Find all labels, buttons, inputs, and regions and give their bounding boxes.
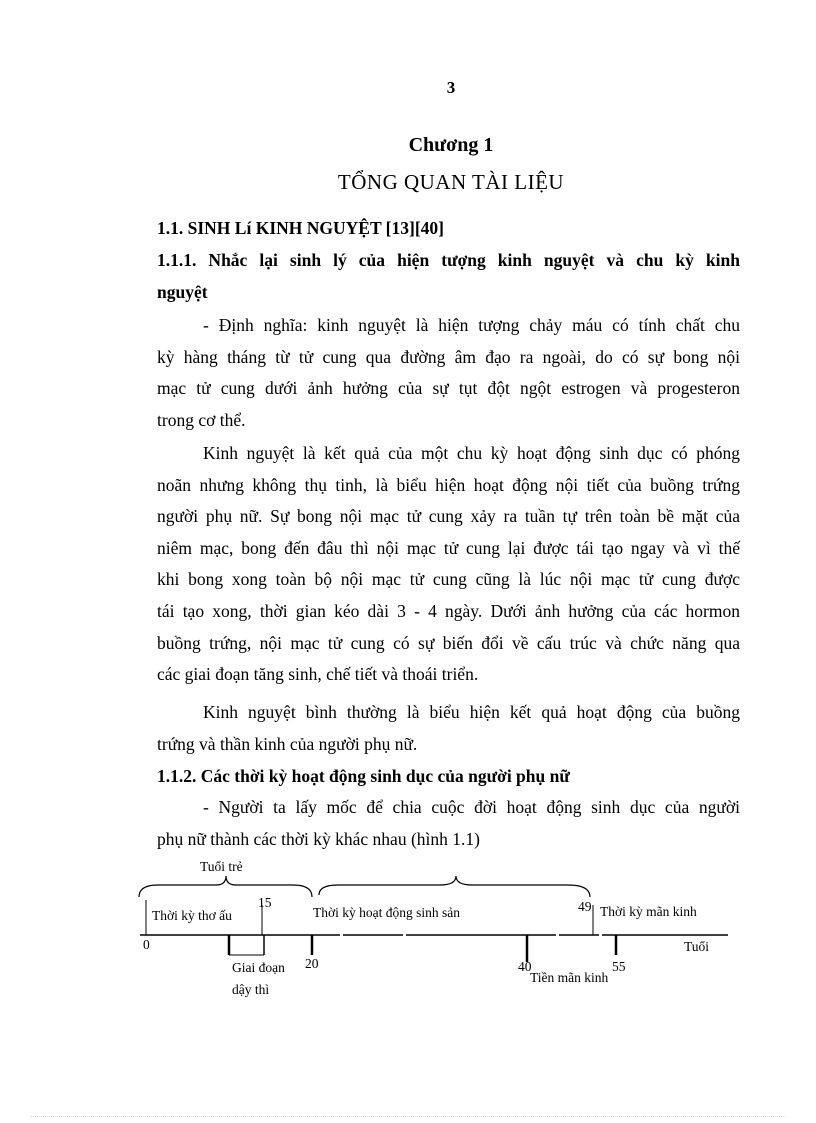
paragraph-line: trong cơ thể. — [157, 409, 246, 430]
paragraph-2 — [157, 438, 740, 691]
puberty-label: Giai đoạn — [232, 960, 285, 975]
tick-label-20: 20 — [305, 956, 319, 971]
tick-label-55: 55 — [612, 959, 626, 974]
paragraph-line: tái tạo xong, thời gian kéo dài 3 - 4 ngày. Dưới ảnh hưởng của các hormon — [157, 600, 740, 621]
tick-label-49: 49 — [578, 899, 592, 914]
menopause-label: Thời kỳ mãn kinh — [600, 904, 697, 919]
section-1-1-2-heading: 1.1.2. Các thời kỳ hoạt động sinh dục của người phụ nữ — [157, 766, 570, 786]
paragraph-line: buồng trứng, nội mạc tử cung có sự biến đổi về cấu trúc và chức năng qua — [157, 632, 740, 653]
childhood-label: Thời kỳ thơ ấu — [152, 908, 232, 923]
youth-label: Tuổi trẻ — [200, 859, 243, 874]
youth-brace — [139, 876, 312, 897]
paragraph-line: - Định nghĩa: kinh nguyệt là hiện tượng chảy máu có tính chất chu — [203, 315, 740, 335]
paragraph-line: kỳ hàng tháng từ tử cung qua đường âm đạo ra ngoài, do có sự bong nội — [157, 346, 740, 367]
paragraph-line: khi bong xong toàn bộ nội mạc tử cung cũng là lúc nội mạc tử cung được — [157, 569, 740, 590]
chapter-label: Chương 1 — [408, 134, 494, 156]
paragraph-line: trứng và thần kinh của người phụ nữ. — [157, 733, 418, 754]
section-1-1-1-heading — [157, 245, 740, 308]
paragraph-line: phụ nữ thành các thời kỳ khác nhau (hình 1.1) — [157, 828, 480, 849]
axis-label: Tuổi — [684, 939, 710, 954]
puberty-label: dậy thì — [232, 982, 270, 997]
paragraph-line: niêm mạc, bong đến đâu thì nội mạc tử cung lại được tái tạo ngay và vì thế — [157, 537, 740, 558]
paragraph-line: noãn nhưng không thụ tinh, là biểu hiện hoạt động nội tiết của buồng trứng — [157, 474, 740, 495]
section-1-1-2-paragraph — [157, 792, 740, 855]
section-1-1-heading: 1.1. SINH Lí KINH NGUYỆT [13][40] — [157, 218, 444, 238]
page-bottom-divider — [30, 1116, 786, 1117]
chapter-title: TỔNG QUAN TÀI LIỆU — [337, 170, 565, 194]
paragraph-3 — [157, 697, 740, 760]
premenopause-label: Tiền mãn kinh — [530, 970, 609, 985]
tick-label-0: 0 — [143, 937, 150, 952]
page-number: 3 — [446, 78, 456, 97]
definition-paragraph — [157, 310, 740, 436]
paragraph-line: Kinh nguyệt là kết quả của một chu kỳ hoạt động sinh dục có phóng — [203, 443, 740, 463]
paragraph-line: các giai đoạn tăng sinh, chế tiết và thoái triển. — [157, 664, 479, 685]
tick-label-15: 15 — [258, 895, 272, 910]
reproductive-brace — [319, 876, 590, 897]
heading-line: nguyệt — [157, 281, 208, 302]
paragraph-line: mạc tử cung dưới ảnh hưởng của sự tụt đột ngột estrogen và progesteron — [157, 378, 740, 399]
reproductive-label: Thời kỳ hoạt động sinh sản — [313, 905, 461, 920]
paragraph-line: người phụ nữ. Sự bong nội mạc tử cung xảy ra tuần tự trên toàn bề mặt của — [157, 506, 740, 527]
heading-line: 1.1.1. Nhắc lại sinh lý của hiện tượng kinh nguyệt và chu kỳ kinh — [157, 250, 740, 270]
paragraph-line: Kinh nguyệt bình thường là biểu hiện kết quả hoạt động của buồng — [203, 702, 740, 722]
tick-label-40: 40 — [518, 959, 532, 974]
paragraph-line: - Người ta lấy mốc để chia cuộc đời hoạt động sinh dục của người — [203, 797, 740, 817]
